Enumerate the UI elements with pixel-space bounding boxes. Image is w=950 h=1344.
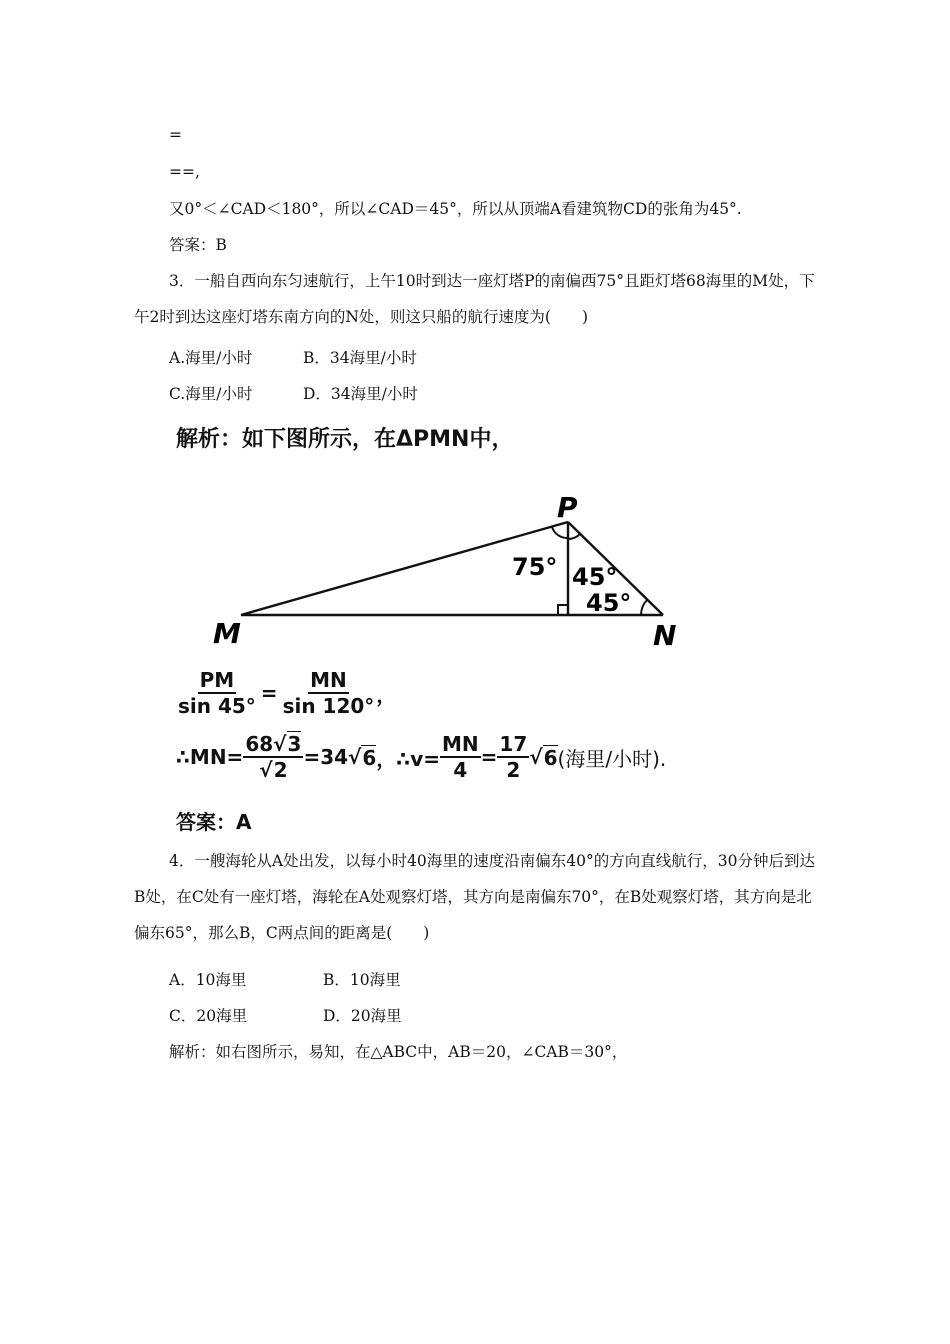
q4-analysis: 解析：如右图所示，易知，在△ABC中，AB＝20，∠CAB＝30°， [169,1043,628,1061]
conclusion-line: 又0°＜∠CAD＜180°，所以∠CAD＝45°，所以从顶端A看建筑物CD的张角为45°. [169,200,742,218]
speed-unit: (海里/小时). [557,746,667,771]
question-4-stem: 4．一艘海轮从A处出发，以每小时40海里的速度沿南偏东40°的方向直线航行，30分钟后到达B处，在C处有一座灯塔，海轮在A处观察灯塔，其方向是南偏东70°，在B处观察灯塔，其方向是北偏东65°，那么B，C两点间的距离是( ) [134,852,815,942]
angle-label-45-upper: 45° [572,563,618,591]
law-of-sines-equation [176,668,396,718]
speed-computation-equation [176,732,666,782]
radical-sign: √ [348,745,362,769]
point-label-p: P [557,491,578,524]
q4-option-b: B．10海里 [323,971,401,989]
q4-option-c: C．20海里 [169,1007,248,1025]
comma: ， [376,682,397,707]
fraction-mn-4 [440,732,481,782]
fraction-numerator: MN [310,668,347,692]
answer-line-q3: 答案：A [176,810,252,834]
radicand: 6 [543,745,558,770]
equation-line-1: = [169,126,182,144]
point-label-n: N [653,619,677,652]
question-3-stem: 3．一船自西向东匀速航行，上午10时到达一座灯塔P的南偏西75°且距灯塔68海里的M处，下午2时到达这座灯塔东南方向的N处，则这只船的航行速度为( ) [134,272,815,326]
fraction-denominator [257,758,289,782]
radicand: 2 [273,758,288,782]
equals-34: =34 [303,745,349,769]
radical-sign: √ [259,758,273,782]
angle-label-45-lower: 45° [586,589,632,617]
equals-sign: = [480,745,498,769]
point-label-m: M [213,617,241,650]
equals-sign: = [260,681,278,705]
fraction-pm-sin45 [176,668,258,718]
fraction-mn-sin120 [281,668,377,718]
fraction-numerator: PM [199,668,235,692]
angle-label-75: 75° [512,553,558,581]
therefore-v: ，∴v= [376,746,441,771]
q4-option-a: A．10海里 [169,971,247,989]
fraction-68root3-root2 [243,732,303,782]
radical-sign: √ [529,745,543,769]
fraction-numerator: MN [442,732,479,756]
q3-option-c: C.海里/小时 [169,385,253,403]
equation-line-2: ==, [169,163,200,181]
q4-option-d: D．20海里 [323,1007,402,1025]
q3-option-d: D．34海里/小时 [303,385,418,403]
triangle-pmn-figure [0,465,950,665]
fraction-17-2 [497,732,529,782]
fraction-denominator: 4 [453,758,468,782]
q3-option-a: A.海里/小时 [169,349,253,367]
q3-option-b: B．34海里/小时 [303,349,417,367]
fraction-denominator: sin 45° [178,694,256,718]
coefficient: 68 [245,732,274,756]
fraction-numerator [243,732,303,758]
fraction-numerator: 17 [499,732,528,756]
therefore-mn: ∴MN= [176,745,244,769]
radicand: 3 [287,732,302,756]
fraction-denominator: 2 [506,758,521,782]
answer-line-q2: 答案：B [169,236,227,254]
radical-sign: √ [273,732,287,756]
solution-heading: 解析：如下图所示，在ΔPMN中， [176,427,514,452]
fraction-denominator: sin 120° [282,694,375,718]
radicand: 6 [362,745,377,770]
